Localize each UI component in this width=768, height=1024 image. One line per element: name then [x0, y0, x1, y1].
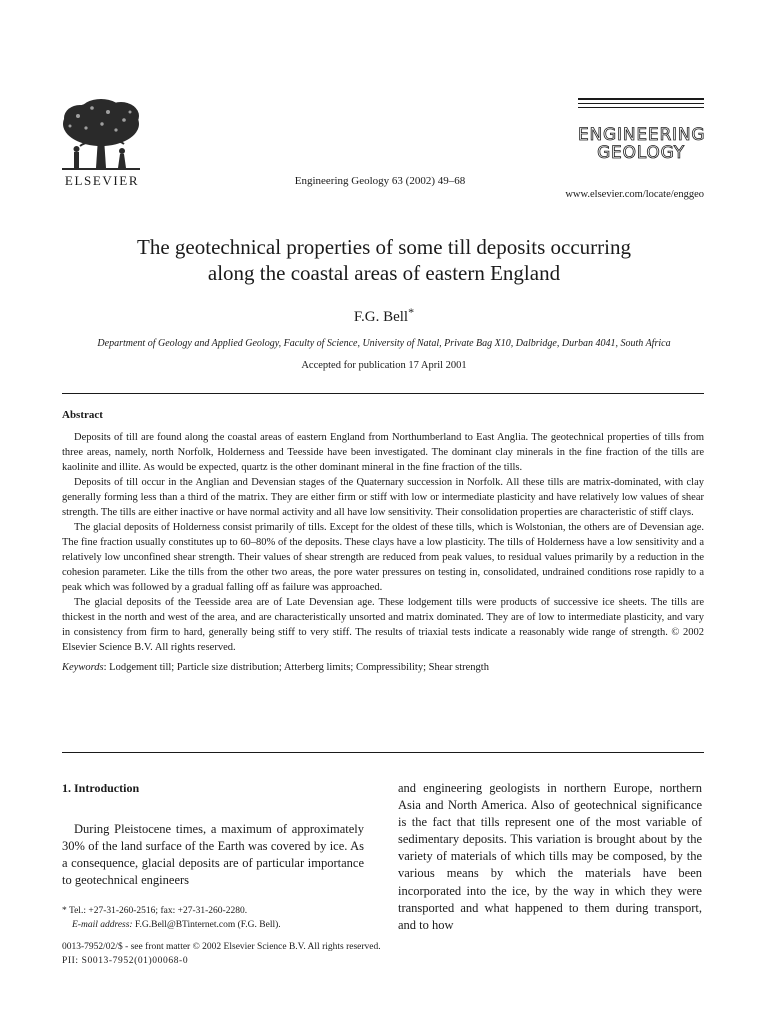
abstract-paragraph: The glacial deposits of the Teesside area are of Late Devensian age. These lodgement tills were products of successive ice sheets. The tills are thickest in the north and west of the area, and are characteristically unsorted and matrix dominated. They are of low to intermediate plasticity, and vary in consistency from firm to hard, generally being stiff to very stiff. The results of triaxial tests indicate a reasonably wide range of strength. © 2002 Elsevier Science B.V. All rights reserved.	[62, 597, 704, 653]
body-paragraph: During Pleistocene times, a maximum of approximately 30% of the land surface of the Earth was covered by ice. As a consequence, glacial deposits are of particular importance to geotechnical engineers	[62, 822, 364, 888]
journal-logo-rule	[578, 103, 704, 104]
abstract-paragraph: Deposits of till are found along the coastal areas of eastern England from Northumberland to East Anglia. The geotechnical properties of tills from three areas, namely, north Norfolk, Holderness and Teesside have been investigated. The dominant clay minerals in the fine fraction of the tills are kaolinite and illite. As would be expected, quartz is the other dominant mineral in the fine fraction of the tills.	[62, 432, 704, 473]
journal-citation: Engineering Geology 63 (2002) 49–68	[294, 175, 466, 187]
journal-logo-rule	[578, 98, 704, 100]
title-line-1: The geotechnical properties of some till deposits occurring	[137, 235, 631, 259]
abstract-top-rule	[62, 393, 704, 394]
journal-logo-line2: GEOLOGY	[597, 143, 685, 163]
article-title	[60, 234, 708, 286]
abstract-paragraph: Deposits of till occur in the Anglian and Devensian stages of the Quaternary succession in Norfolk. All these tills are matrix-dominated, with clay generally forming less than a third of the matrix. They are either firm or stiff with low or intermediate plasticity and have relatively low values of shear strength. The tills are either inactive or have normal activity and all have low sensitivity. Their consolidation properties are characteristic of stiff clays.	[62, 477, 704, 518]
publisher-name: ELSEVIER	[64, 173, 140, 188]
pii-line: PII: S0013-7952(01)00068-0	[62, 955, 189, 966]
body-column-right	[398, 780, 702, 934]
footnotes	[62, 905, 372, 932]
abstract-bottom-rule	[62, 752, 704, 753]
email-address[interactable]: F.G.Bell@BTinternet.com (F.G. Bell).	[132, 919, 281, 930]
elsevier-tree-icon	[58, 98, 144, 172]
author-line	[60, 305, 708, 326]
keywords-list: : Lodgement till; Particle size distribution; Atterberg limits; Compressibility; Shear strength	[103, 662, 489, 673]
email-label: E-mail address:	[72, 919, 133, 930]
abstract-heading: Abstract	[62, 409, 103, 421]
footnote-tel: * Tel.: +27-31-260-2516; fax: +27-31-260-2280.	[62, 906, 248, 916]
body-paragraph: and engineering geologists in northern Europe, northern Asia and North America. Also of geotechnical significance is the fact that tills represent one of the most variable of sedimentary deposits. This variation is brought about by the variety of materials of which tills may be composed, by the various means by which the materials have been incorporated into the ice, by the way in which they were transported and what happened to them during transport, and to how	[398, 781, 702, 932]
section-heading: 1. Introduction	[62, 781, 140, 795]
journal-url-link[interactable]: www.elsevier.com/locate/enggeo	[565, 189, 704, 200]
copyright-line: 0013-7952/02/$ - see front matter © 2002 Elsevier Science B.V. All rights reserved.	[62, 942, 381, 952]
footnote-email	[62, 919, 372, 933]
abstract-paragraph: The glacial deposits of Holderness consist primarily of tills. Except for the oldest of these tills, which is Wolstonian, the others are of Devensian age. The fine fraction usually constitutes up to 60–80% of the deposits. These clays have a low plasticity. The tills of Holderness have a low sensitivity and a relatively low unconfined shear strength. Their values of shear strength are reduced from peak values, to residual values primarily by a reduction in the cohesion parameter. Like the tills from the other two areas, the pore water pressures on testing in, consolidated, undrained conditions rose rapidly to a peak which was followed by a gradual falling off as failure was approached.	[62, 522, 704, 593]
keywords-label: Keywords	[62, 662, 104, 673]
journal-logo-line1: ENGINEERING	[578, 125, 706, 145]
author-affiliation: Department of Geology and Applied Geology, Faculty of Science, University of Natal, Private Bag X10, Dalbridge, Durban 4041, South Africa	[97, 338, 671, 349]
body-column-left	[62, 780, 364, 889]
publisher-logo	[58, 98, 144, 172]
abstract-section	[62, 408, 704, 675]
front-matter	[62, 941, 562, 968]
keywords	[62, 660, 704, 675]
author-footnote-mark[interactable]: *	[408, 305, 415, 319]
journal-logo	[578, 98, 704, 162]
title-line-2: along the coastal areas of eastern England	[207, 261, 561, 285]
journal-logo-rule	[578, 107, 704, 108]
accepted-date: Accepted for publication 17 April 2001	[301, 360, 467, 371]
author-name: F.G. Bell	[353, 309, 409, 325]
